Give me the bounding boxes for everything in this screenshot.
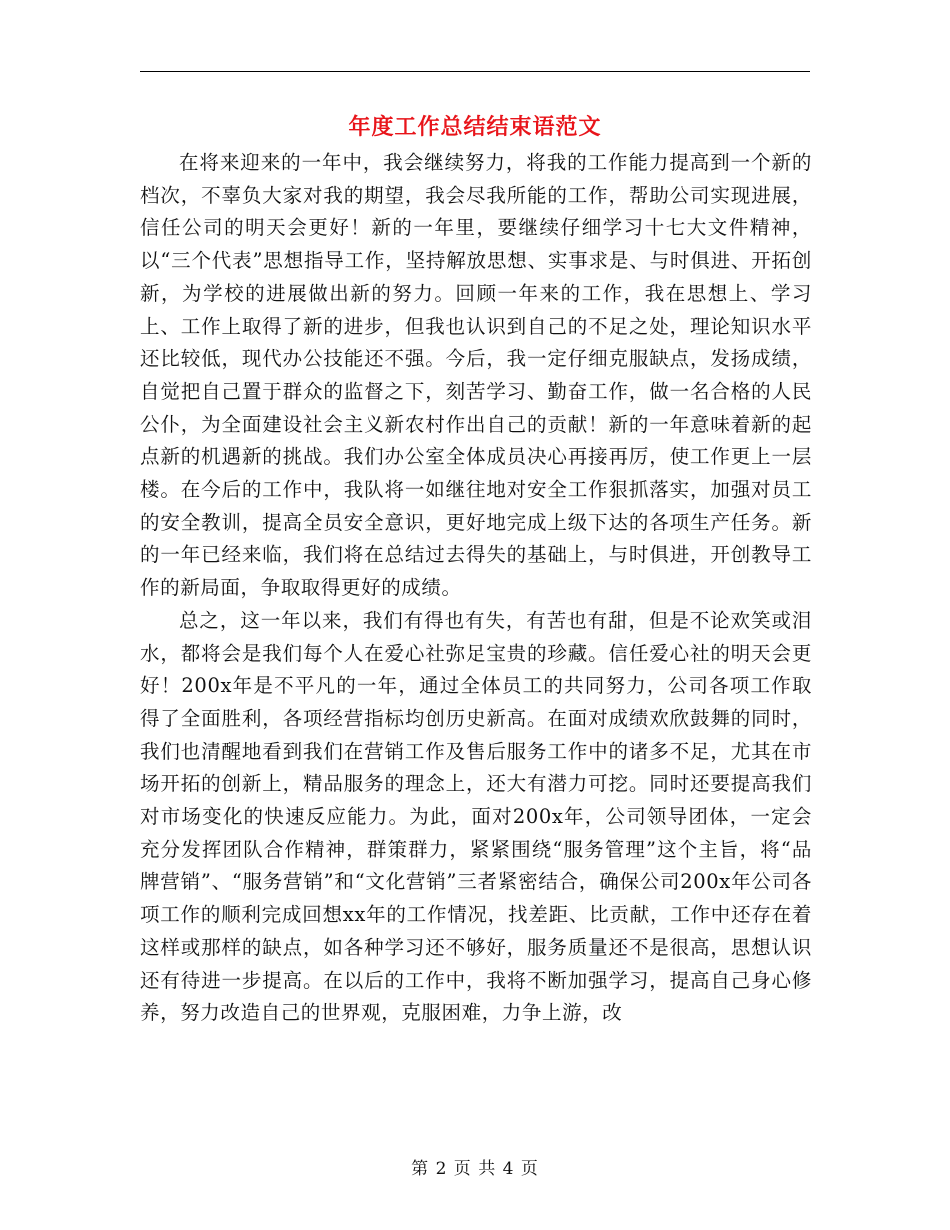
document-body: [140, 147, 812, 1030]
paragraph-2: 总之，这一年以来，我们有得也有失，有苦也有甜，但是不论欢笑或泪水，都将会是我们每个人在爱心社弥足宝贵的珍藏。信任爱心社的明天会更好！200x年是不平凡的一年，通过全体员工的共同努力，公司各项工作取得了全面胜利，各项经营指标均创历史新高。在面对成绩欢欣鼓舞的同时，我们也清醒地看到我们在营销工作及售后服务工作中的诸多不足，尤其在市场开拓的创新上，精品服务的理念上，还大有潜力可挖。同时还要提高我们对市场变化的快速反应能力。为此，面对200x年，公司领导团体，一定会充分发挥团队合作精神，群策群力，紧紧围绕“服务管理”这个主旨，将“品牌营销”、“服务营销”和“文化营销”三者紧密结合，确保公司200x年公司各项工作的顺利完成回想xx年的工作情况，找差距、比贡献，工作中还存在着这样或那样的缺点，如各种学习还不够好，服务质量还不是很高，思想认识还有待进一步提高。在以后的工作中，我将不断加强学习，提高自己身心修养，努力改造自己的世界观，克服困难，力争上游，改: [140, 608, 812, 1025]
page-number: 第 2 页 共 4 页: [411, 1159, 539, 1179]
header-rule: [140, 71, 810, 72]
paragraph-1: 在将来迎来的一年中，我会继续努力，将我的工作能力提高到一个新的档次，不辜负大家对我的期望，我会尽我所能的工作，帮助公司实现进展，信任公司的明天会更好！新的一年里，要继续仔细学习十七大文件精神，以“三个代表”思想指导工作，坚持解放思想、实事求是、与时俱进、开拓创新，为学校的进展做出新的努力。回顾一年来的工作，我在思想上、学习上、工作上取得了新的进步，但我也认识到自己的不足之处，理论知识水平还比较低，现代办公技能还不强。今后，我一定仔细克服缺点，发扬成绩，自觉把自己置于群众的监督之下，刻苦学习、勤奋工作，做一名合格的人民公仆，为全面建设社会主义新农村作出自己的贡献！新的一年意味着新的起点新的机遇新的挑战。我们办公室全体成员决心再接再厉，使工作更上一层楼。在今后的工作中，我队将一如继往地对安全工作狠抓落实，加强对员工的安全教训，提高全员安全意识，更好地完成上级下达的各项生产任务。新的一年已经来临，我们将在总结过去得失的基础上，与时俱进，开创教导工作的新局面，争取取得更好的成绩。: [140, 151, 812, 600]
document-title: 年度工作总结结束语范文: [348, 114, 602, 140]
